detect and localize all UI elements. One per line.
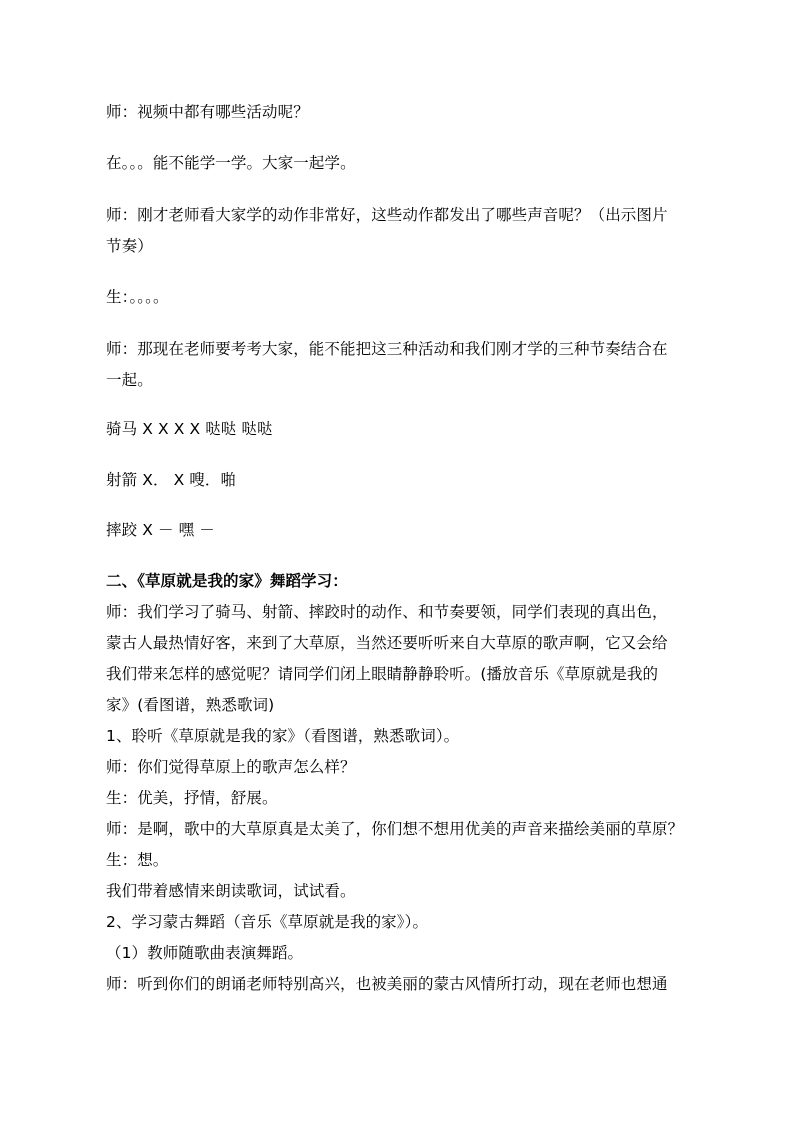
paragraph-line: 节奏）: [106, 237, 153, 255]
paragraph-line: 在。。。能不能学一学。大家一起学。: [106, 154, 356, 172]
paragraph-line: 1、聆听《草原就是我的家》（看图谱，熟悉歌词）。: [106, 727, 460, 745]
rhythm-line-wrestling: 摔跤 X － 嘿 －: [106, 521, 215, 539]
paragraph-line: 蒙古人最热情好客，来到了大草原，当然还要听听来自大草原的歌声啊，它又会给: [106, 634, 668, 652]
paragraph-line: 师：你们觉得草原上的歌声怎么样？: [106, 758, 356, 776]
paragraph-line: 生：。。。。: [106, 288, 169, 306]
rhythm-line-archery: 射箭 X． X 嗖．啪: [106, 471, 237, 489]
paragraph-line: 家》(看图谱，熟悉歌词): [106, 696, 275, 714]
paragraph-line: 师：刚才老师看大家学的动作非常好，这些动作都发出了哪些声音呢？（出示图片: [106, 206, 668, 224]
rhythm-line-riding: 骑马 X X X X 哒哒 哒哒: [106, 420, 273, 438]
paragraph-line: 我们带来怎样的感觉呢？请同学们闭上眼睛静静聆听。(播放音乐《草原就是我的: [106, 665, 659, 683]
section-heading: 二、《草原就是我的家》舞蹈学习：: [106, 572, 348, 590]
paragraph-line: 师：那现在老师要考考大家，能不能把这三种活动和我们刚才学的三种节奏结合在: [106, 340, 668, 358]
paragraph-line: 师：是啊，歌中的大草原真是太美了，你们想不想用优美的声音来描绘美丽的草原？: [106, 820, 684, 838]
paragraph-line: 师：视频中都有哪些活动呢？: [106, 103, 309, 121]
paragraph-line: 生：想。: [106, 851, 169, 869]
paragraph-line: 师：我们学习了骑马、射箭、摔跤时的动作、和节奏要领，同学们表现的真出色，: [106, 603, 668, 621]
paragraph-line: 师：听到你们的朗诵老师特别高兴，也被美丽的蒙古风情所打动，现在老师也想通: [106, 975, 668, 993]
paragraph-line: 生：优美，抒情，舒展。: [106, 789, 278, 807]
paragraph-line: 我们带着感情来朗读歌词，试试看。: [106, 882, 356, 900]
paragraph-line: 一起。: [106, 371, 153, 389]
paragraph-line: 2、学习蒙古舞蹈（音乐《草原就是我的家》）。: [106, 913, 429, 931]
paragraph-line: （1）教师随歌曲表演舞蹈。: [106, 944, 304, 962]
